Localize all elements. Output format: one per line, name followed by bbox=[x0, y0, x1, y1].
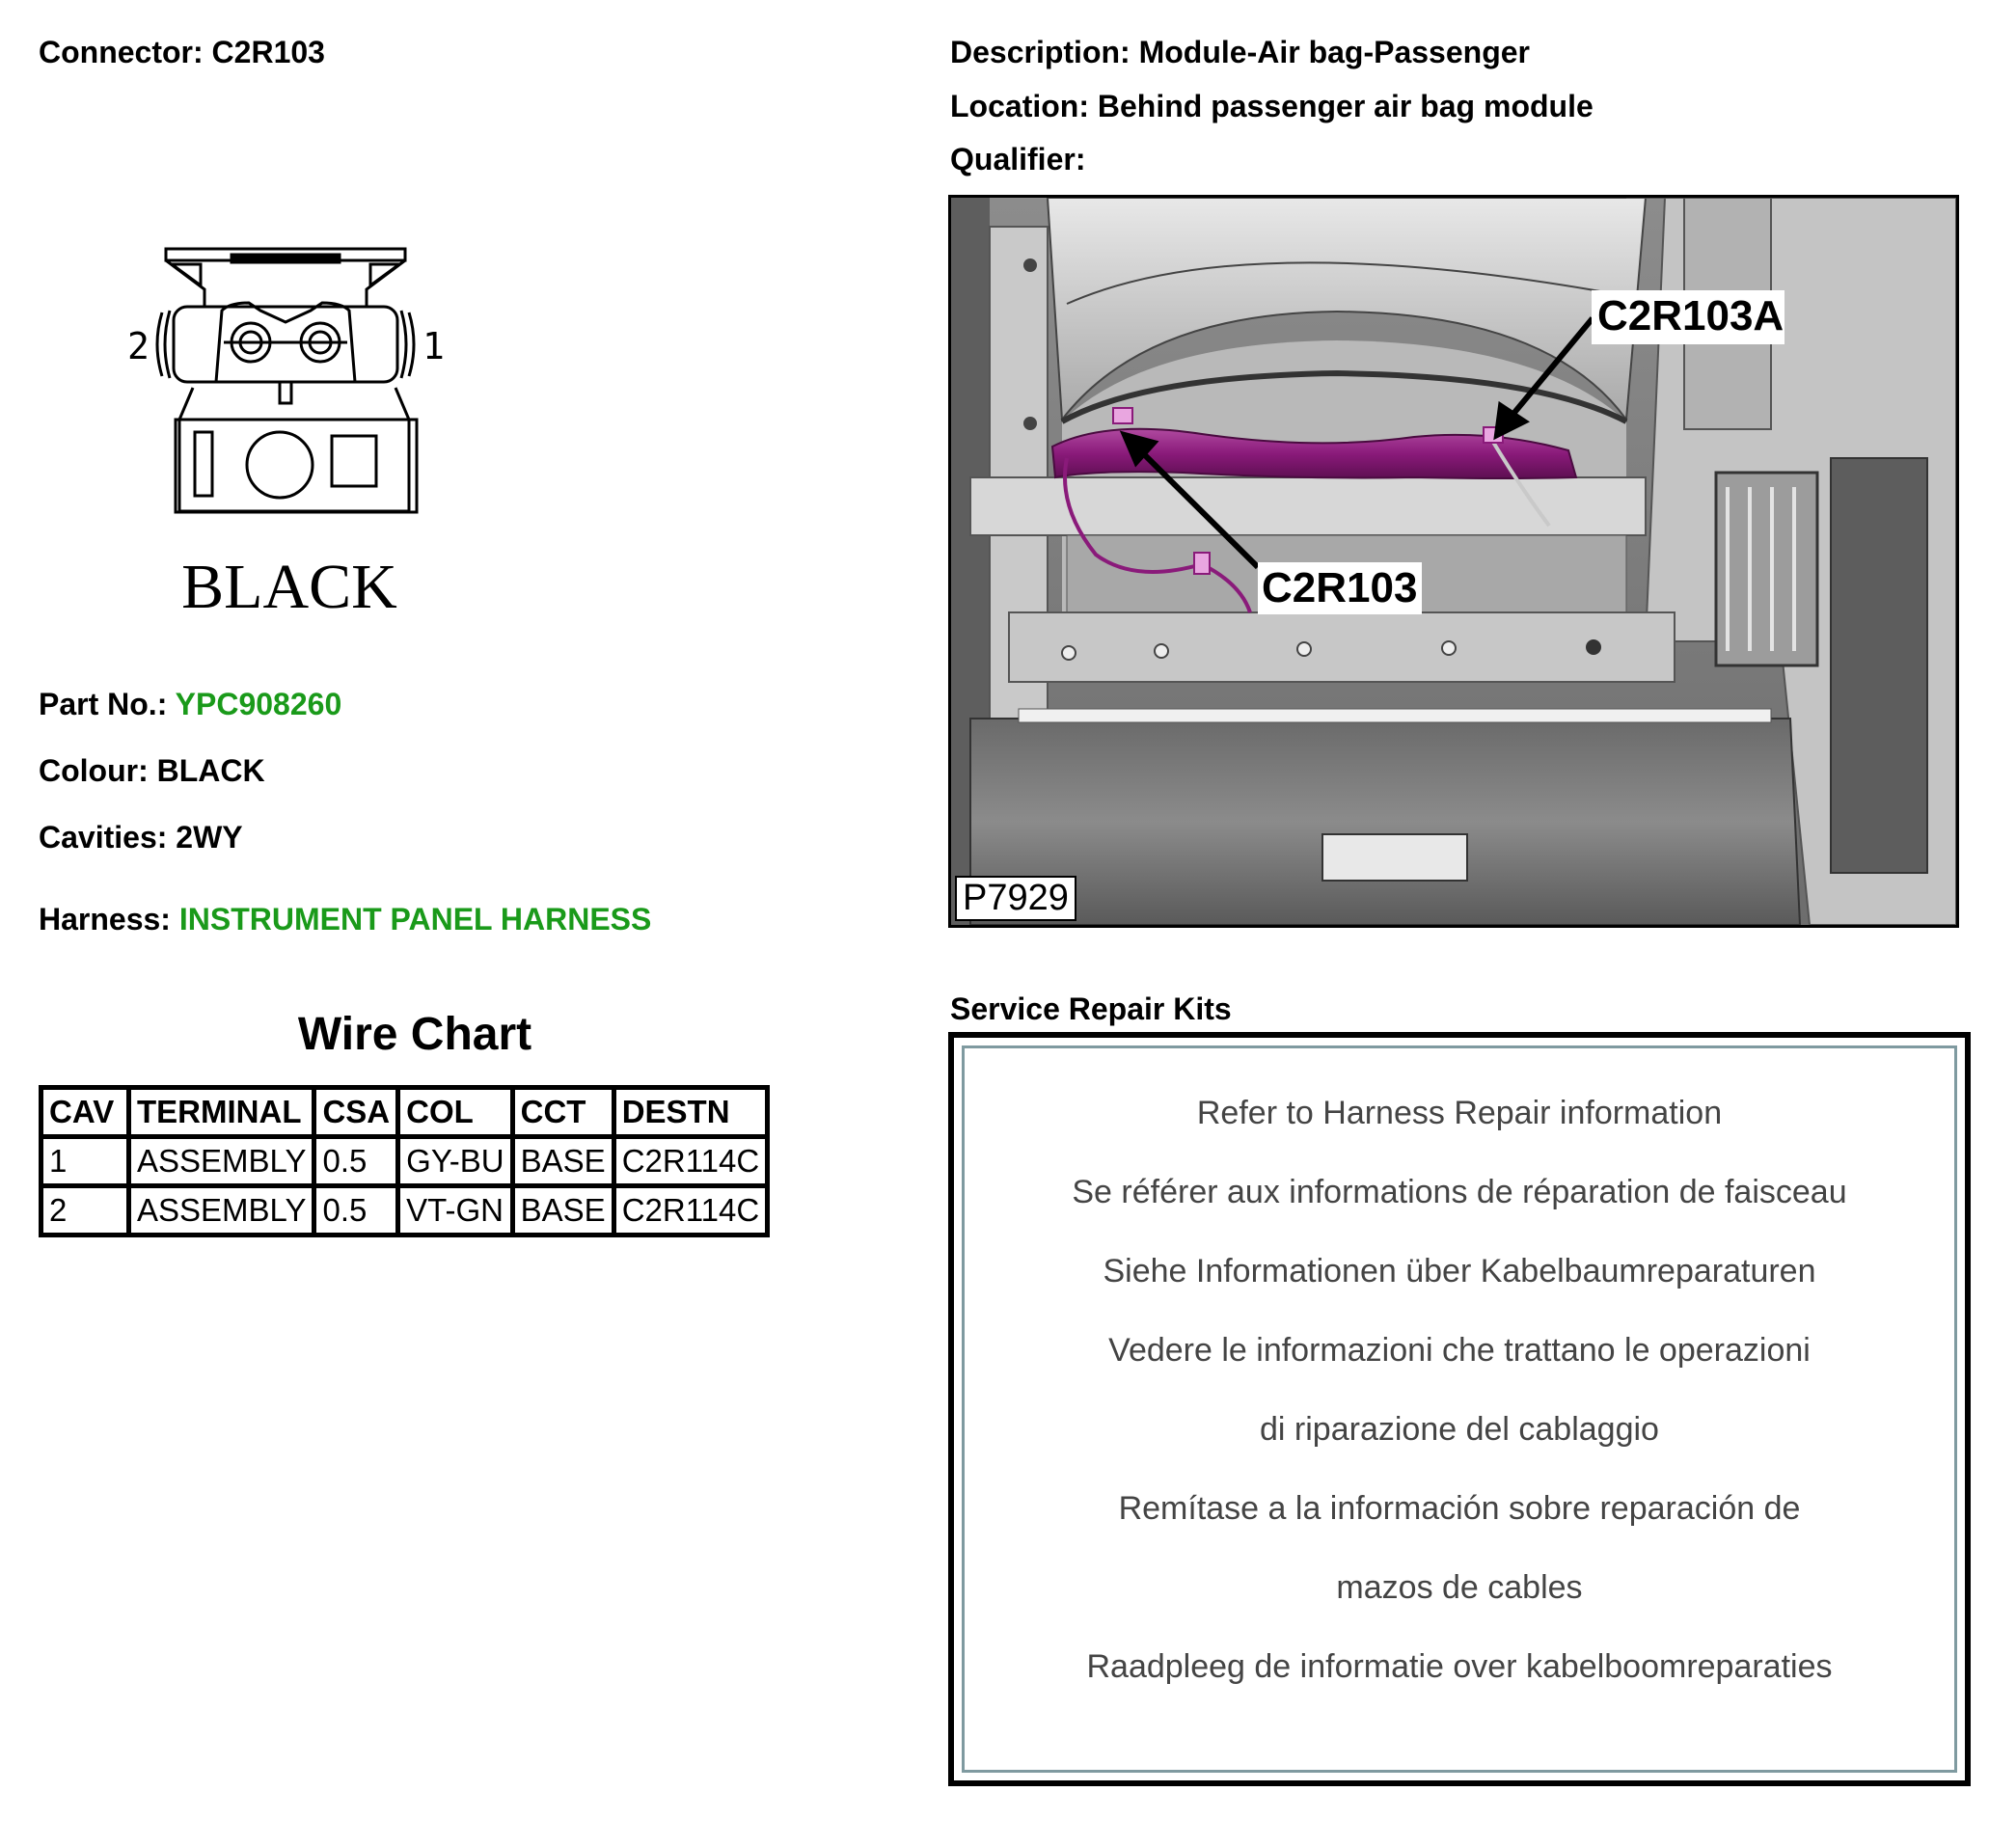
description-value: Module-Air bag-Passenger bbox=[1138, 35, 1530, 69]
connector-face-diagram bbox=[116, 222, 463, 627]
kit-line-es-1: Remítase a la información sobre reparación de bbox=[1118, 1490, 1801, 1527]
part-no-field bbox=[39, 687, 341, 722]
diagram-colour-label: BLACK bbox=[181, 552, 397, 622]
location-value: Behind passenger air bag module bbox=[1097, 89, 1594, 123]
service-kits-inner-frame bbox=[962, 1045, 1957, 1773]
pin-1-label: 1 bbox=[422, 325, 445, 367]
cell-col: GY-BU bbox=[398, 1137, 512, 1186]
pin-2-label: 2 bbox=[127, 325, 150, 367]
cell-destn: C2R114C bbox=[613, 1137, 767, 1186]
wire-chart-title: Wire Chart bbox=[297, 1009, 532, 1060]
wire-table-header-row bbox=[41, 1088, 768, 1137]
col-header-terminal: TERMINAL bbox=[129, 1088, 314, 1137]
colour-value: BLACK bbox=[156, 753, 265, 788]
col-header-csa: CSA bbox=[314, 1088, 398, 1137]
cell-terminal: ASSEMBLY bbox=[129, 1186, 314, 1235]
service-kits-title: Service Repair Kits bbox=[950, 991, 1232, 1026]
cell-csa: 0.5 bbox=[314, 1186, 398, 1235]
description-label: Description: bbox=[950, 35, 1131, 69]
kit-line-it-2: di riparazione del cablaggio bbox=[1260, 1411, 1659, 1448]
kit-line-en: Refer to Harness Repair information bbox=[1196, 1095, 1723, 1131]
wire-chart-table bbox=[39, 1085, 770, 1237]
connector-label: Connector: bbox=[39, 35, 204, 69]
col-header-cav: CAV bbox=[41, 1088, 129, 1137]
photo-code-label: P7929 bbox=[955, 876, 1076, 921]
part-no-label: Part No.: bbox=[39, 687, 168, 721]
part-no-link[interactable]: YPC908260 bbox=[175, 687, 342, 721]
location-field bbox=[950, 89, 1594, 124]
col-header-destn: DESTN bbox=[613, 1088, 767, 1137]
connector-value: C2R103 bbox=[211, 35, 325, 69]
harness-link[interactable]: INSTRUMENT PANEL HARNESS bbox=[178, 902, 652, 937]
kit-line-de: Siehe Informationen über Kabelbaumreparaturen bbox=[1103, 1253, 1816, 1289]
cavities-value: 2WY bbox=[176, 820, 243, 855]
cell-col: VT-GN bbox=[398, 1186, 512, 1235]
cell-destn: C2R114C bbox=[613, 1186, 767, 1235]
kit-line-fr: Se référer aux informations de réparation de faisceau bbox=[1072, 1174, 1847, 1210]
location-photo bbox=[948, 195, 1959, 928]
service-kits-box bbox=[948, 1032, 1971, 1786]
cell-cct: BASE bbox=[512, 1186, 613, 1235]
cavities-field bbox=[39, 820, 243, 855]
kit-line-nl: Raadpleeg de informatie over kabelboomreparaties bbox=[1086, 1648, 1833, 1685]
colour-field bbox=[39, 753, 265, 789]
callout-c2r103: C2R103 bbox=[1262, 564, 1418, 611]
description-field bbox=[950, 35, 1530, 70]
cavities-label: Cavities: bbox=[39, 820, 168, 855]
kit-line-es-2: mazos de cables bbox=[1336, 1569, 1583, 1606]
col-header-col: COL bbox=[398, 1088, 512, 1137]
cell-cct: BASE bbox=[512, 1137, 613, 1186]
callout-c2r103a: C2R103A bbox=[1597, 292, 1784, 339]
harness-label: Harness: bbox=[39, 902, 171, 937]
qualifier-field bbox=[950, 142, 1085, 177]
qualifier-label: Qualifier: bbox=[950, 142, 1086, 176]
table-row bbox=[41, 1186, 768, 1235]
table-row bbox=[41, 1137, 768, 1186]
cell-cav: 1 bbox=[41, 1137, 129, 1186]
kit-line-it-1: Vedere le informazioni che trattano le operazioni bbox=[1108, 1332, 1811, 1369]
location-label: Location: bbox=[950, 89, 1089, 123]
connector-field bbox=[39, 35, 325, 70]
col-header-cct: CCT bbox=[512, 1088, 613, 1137]
colour-label: Colour: bbox=[39, 753, 149, 788]
cell-csa: 0.5 bbox=[314, 1137, 398, 1186]
harness-field bbox=[39, 902, 651, 937]
cell-cav: 2 bbox=[41, 1186, 129, 1235]
cell-terminal: ASSEMBLY bbox=[129, 1137, 314, 1186]
dashboard-illustration bbox=[951, 198, 1956, 925]
